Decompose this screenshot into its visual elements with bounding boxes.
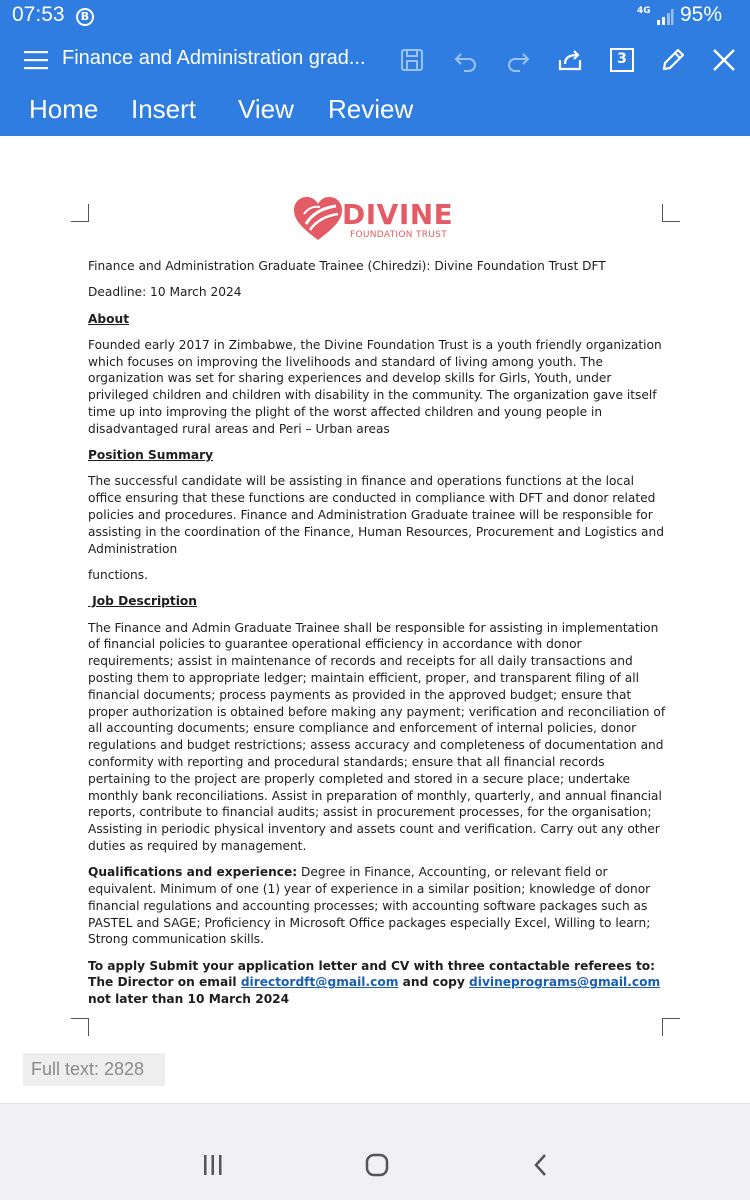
position-summary-paragraph: The successful candidate will be assisting in finance and operations functions at the local office ensuring that these functions are conducted in compliance with DFT and donor related policies and procedures. Finance and Administration Graduate trainee will be responsible for assisting in the coordination of the Finance, Human Resources, Procurement and Logistics and Administration: [88, 474, 664, 556]
redo-icon[interactable]: [504, 46, 532, 74]
tab-insert[interactable]: Insert: [131, 94, 197, 124]
status-bar: [0, 0, 750, 34]
logo-subtitle: FOUNDATION TRUST: [350, 230, 447, 240]
apply-paragraph: [88, 958, 668, 1008]
document-body: [88, 258, 668, 1018]
document-title: Finance and Administration grad...: [62, 47, 366, 69]
email-link-programs[interactable]: divineprograms@gmail.com: [469, 975, 661, 990]
margin-corner-bottom-right: [662, 1018, 680, 1036]
menu-icon[interactable]: [24, 50, 48, 70]
qualifications-paragraph: [88, 864, 668, 948]
tab-review[interactable]: Review: [328, 94, 414, 124]
ribbon-tabs: [0, 86, 750, 136]
tab-view[interactable]: View: [238, 94, 294, 124]
email-link-director[interactable]: directordft@gmail.com: [240, 975, 399, 990]
deadline: Deadline: 10 March 2024: [88, 285, 242, 300]
margin-corner-bottom-left: [71, 1018, 89, 1036]
notification-badge-icon: B: [76, 8, 94, 26]
app-toolbar: [0, 34, 750, 86]
battery-level: 95%: [680, 3, 723, 26]
logo-name: DIVINE: [342, 198, 454, 231]
job-description-paragraph: The Finance and Admin Graduate Trainee shall be responsible for assisting in implementation of financial policies to guarantee operational efficiency in accordance with donor requirements; assist in maintenance of records and receipts for all daily transactions and posting them to appropriate ledger; maintain efficient, proper, and transparent filing of all financial documents; process payments as provided in the approved budget; ensure that proper authorization is obtained before making any payment; verification and reconciliation of all accounting documents; ensure compliance and enforcement of internal policies, donor regulations and budget restrictions; assess accuracy and completeness of documentation and conformity with reporting and procedural standards; ensure that all financial records pertaining to the project are properly completed and stored in a secure place; undertake monthly bank reconciliations. Assist in preparation of monthly, quarterly, and annual financial reports, contribute to financial audits; assist in procurement processes, for the organisation; Assisting in periodic physical inventory and assets count and verification. Carry out any other duties as required by management.: [88, 620, 666, 853]
pages-icon[interactable]: [608, 46, 636, 74]
undo-icon[interactable]: [452, 46, 480, 74]
signal-icon: [656, 8, 674, 26]
page-count: 3: [617, 51, 627, 67]
about-paragraph: Founded early 2017 in Zimbabwe, the Divine Foundation Trust is a youth friendly organization which focuses on improving the livelihoods and standard of living among youth. The organization was set for sharing experiences and develop skills for Girls, Youth, under privileged children and children with disability in the community. The organization gave itself time up into improving the plight of the worst affected children and young people in disadvantaged rural areas and Peri – Urban areas: [88, 337, 662, 436]
close-icon[interactable]: [710, 46, 738, 74]
recent-apps-icon[interactable]: [200, 1152, 226, 1178]
document-page[interactable]: [0, 136, 750, 1103]
edit-icon[interactable]: [659, 46, 687, 74]
full-text-count: Full text: 2828: [23, 1053, 165, 1086]
job-description-heading: Job Description: [88, 594, 197, 609]
qualifications-label: Qualifications and experience:: [88, 865, 298, 880]
share-icon[interactable]: [556, 46, 584, 74]
about-heading: About: [88, 311, 130, 326]
home-icon[interactable]: [364, 1152, 390, 1178]
network-type: 4G: [637, 6, 651, 16]
apply-end: not later than 10 March 2024: [88, 992, 290, 1007]
status-time: 07:53: [12, 3, 65, 26]
heart-logo-icon: [292, 194, 344, 244]
position-summary-heading: Position Summary: [88, 448, 214, 463]
qualifications-text: Degree in Finance, Accounting, or relevant field or equivalent. Minimum of one (1) year of experience in a similar position; knowledge of donor financial regulations and accounting processes; with accounting software packages such as PASTEL and SAGE; Proficiency in Microsoft Office packages especially Excel, Willing to learn; Strong communication skills.: [88, 865, 651, 947]
save-icon[interactable]: [398, 46, 426, 74]
back-icon[interactable]: [528, 1152, 554, 1178]
tab-home[interactable]: Home: [29, 94, 99, 124]
divine-logo: [292, 194, 472, 244]
functions-line: functions.: [88, 567, 149, 582]
margin-corner-top-right: [662, 204, 680, 222]
margin-corner-top-left: [71, 204, 89, 222]
job-title-line: Finance and Administration Graduate Trainee (Chiredzi): Divine Foundation Trust DFT: [88, 259, 606, 273]
apply-mid: and copy: [398, 975, 470, 990]
apply-intro: To apply Submit your application letter and CV with three contactable referees to: The Director on email: [88, 958, 656, 990]
navigation-bar: [0, 1103, 750, 1200]
